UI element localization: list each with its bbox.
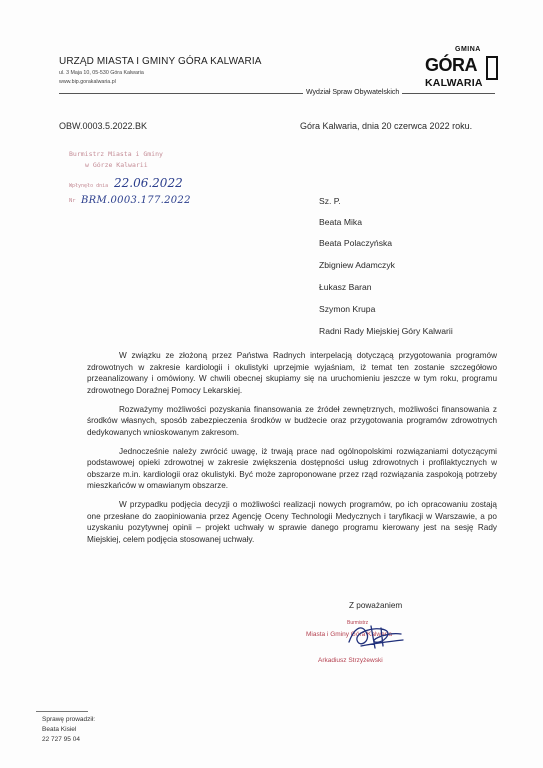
signature-stamp-title: Burmistrz [347, 620, 369, 626]
handled-by-name: Beata Kisiel [42, 726, 77, 733]
office-name: URZĄD MIASTA I GMINY GÓRA KALWARIA [59, 56, 262, 67]
stamp-line-1: Burmistrz Miasta i Gminy [69, 150, 163, 158]
recipient-name: Łukasz Baran [319, 282, 372, 292]
logo-frame-icon [486, 56, 498, 80]
department-name: Wydział Spraw Obywatelskich [303, 89, 402, 96]
recipient-name: Beata Mika [319, 217, 362, 227]
recipient-name: Beata Polaczyńska [319, 238, 393, 248]
reference-number: OBW.0003.5.2022.BK [59, 121, 148, 131]
stamp-number-label: Nr [69, 198, 76, 204]
letter-body [87, 350, 497, 553]
logo-line-gmina: GMINA [455, 46, 481, 53]
handled-by-phone: 22 727 95 04 [42, 736, 80, 743]
handwritten-signature [345, 620, 405, 652]
recipient-group: Radni Rady Miejskiej Góry Kalwarii [319, 326, 453, 336]
stamp-number-value: BRM.0003.177.2022 [81, 195, 191, 206]
body-paragraph: W związku ze złożoną przez Państwa Radnych interpelacją dotyczącą przygotowania programów zdrowotnych w zakresie kardiologii i okulistyki uprzejmie wyjaśniam, iż temat ten zostanie szczegółowo przeanalizowany i omówiony. W chwili obecnej skupiamy się na uruchomieniu jeszcze w tym roku, programu zdrowotnego Doraźnej Pomocy Lekarskiej. [87, 351, 497, 395]
signature-stamp-office: Miasta i Gminy Góra Kalwaria [306, 631, 392, 638]
footer-rule [36, 711, 88, 712]
date-line: Góra Kalwaria, dnia 20 czerwca 2022 roku. [300, 121, 473, 131]
signature-stamp-name: Arkadiusz Strzyżewski [318, 657, 383, 664]
body-paragraph: W przypadku podjęcia decyzji o możliwości realizacji nowych programów, po ich opracowaniu zostają one przesłane do zaopiniowania przez Agencję Oceny Technologii Medycznych i taryfikacji w Warszawie, a po uzyskaniu pozytywnej opinii – projekt uchwały w sprawie danego programu kierowany jest na sesję Rady Miejskiej, celem podjęcia stosowanej uchwały. [87, 500, 497, 544]
stamp-received-date: 22.06.2022 [114, 176, 183, 190]
header-rule [59, 93, 495, 94]
recipient-salutation: Sz. P. [319, 196, 341, 206]
office-website: www.bip.gorakalwaria.pl [59, 79, 116, 85]
recipient-name: Szymon Krupa [319, 304, 376, 314]
closing-phrase: Z poważaniem [349, 601, 403, 610]
stamp-received-label: Wpłynęło dnia [69, 183, 109, 189]
body-paragraph: Rozważymy możliwości pozyskania finansowania ze źródeł zewnętrznych, możliwości finansowania z środków własnych, sposób zabezpieczenia środków w budżecie oraz przygotowania programów zdrowotnych dedykowanych wnioskowanym zakresom. [87, 404, 497, 437]
recipient-name: Zbigniew Adamczyk [319, 260, 395, 270]
office-address: ul. 3 Maja 10, 05-530 Góra Kalwaria [59, 70, 144, 76]
logo-line-gora: GÓRA [425, 55, 477, 75]
stamp-line-2: w Górze Kalwarii [85, 161, 148, 169]
body-paragraph: Jednocześnie należy zwrócić uwagę, iż trwają prace nad ogólnopolskimi rozwiązaniami dotyczącymi podstawowej opieki zdrowotnej w zakresie zwiększenia dostępności usług zdrowotnych i profilaktycznych w obszarze m.in. kardiologii oraz okulistyki. Być może zaproponowane przez rząd rozwiązania zaspokoją potrzeby mieszkańców w omawianym obszarze. [87, 446, 497, 490]
logo-line-kalwaria: KALWARIA [425, 77, 483, 89]
handled-by-label: Sprawę prowadził: [42, 716, 96, 723]
